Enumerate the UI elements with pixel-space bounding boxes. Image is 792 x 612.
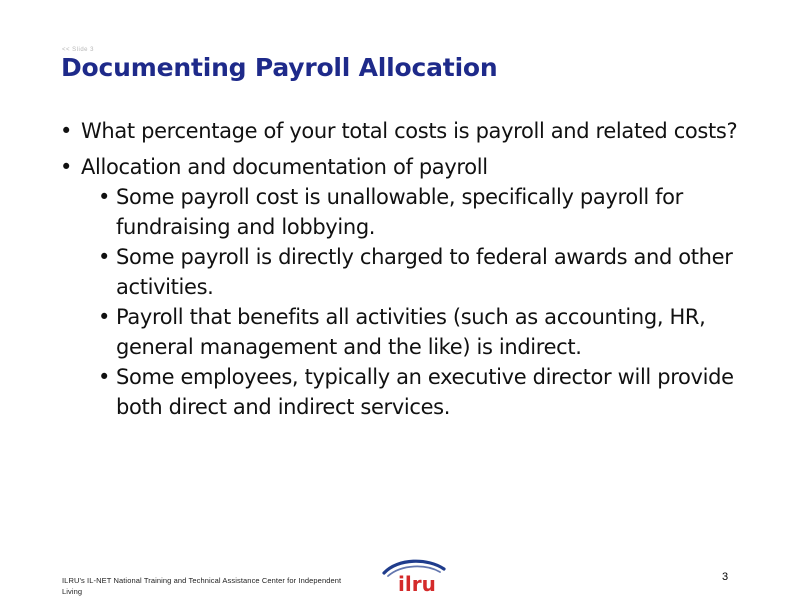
- page-number: 3: [722, 571, 729, 583]
- slide-title: Documenting Payroll Allocation: [61, 53, 498, 82]
- slide-body: [60, 116, 760, 422]
- ilru-logo: [378, 556, 450, 598]
- sub-bullet-item: [60, 182, 760, 242]
- bullet-marker: •: [98, 365, 111, 389]
- sub-bullet-text: Some payroll cost is unallowable, specifically payroll for fundraising and lobbying.: [116, 185, 683, 239]
- bullet-text: Allocation and documentation of payroll: [81, 155, 488, 179]
- bullet-marker: •: [98, 185, 111, 209]
- bullet-marker: •: [60, 119, 73, 143]
- bullet-item: [60, 116, 760, 146]
- footer-organization: ILRU's IL-NET National Training and Technical Assistance Center for Independent Living: [62, 576, 342, 596]
- logo-text: ilru: [398, 572, 436, 594]
- slide-number-tag: << Slide 3: [62, 47, 95, 53]
- bullet-text: What percentage of your total costs is payroll and related costs?: [81, 119, 738, 143]
- sub-bullet-item: [60, 302, 760, 362]
- bullet-marker: •: [98, 305, 111, 329]
- bullet-item: [60, 152, 760, 182]
- sub-bullet-text: Some payroll is directly charged to federal awards and other activities.: [116, 245, 733, 299]
- sub-bullet-text: Payroll that benefits all activities (such as accounting, HR, general management and the like) is indirect.: [116, 305, 706, 359]
- sub-bullet-item: [60, 242, 760, 302]
- sub-bullet-item: [60, 362, 760, 422]
- bullet-marker: •: [60, 155, 73, 179]
- bullet-marker: •: [98, 245, 111, 269]
- sub-bullet-text: Some employees, typically an executive director will provide both direct and indirect services.: [116, 365, 734, 419]
